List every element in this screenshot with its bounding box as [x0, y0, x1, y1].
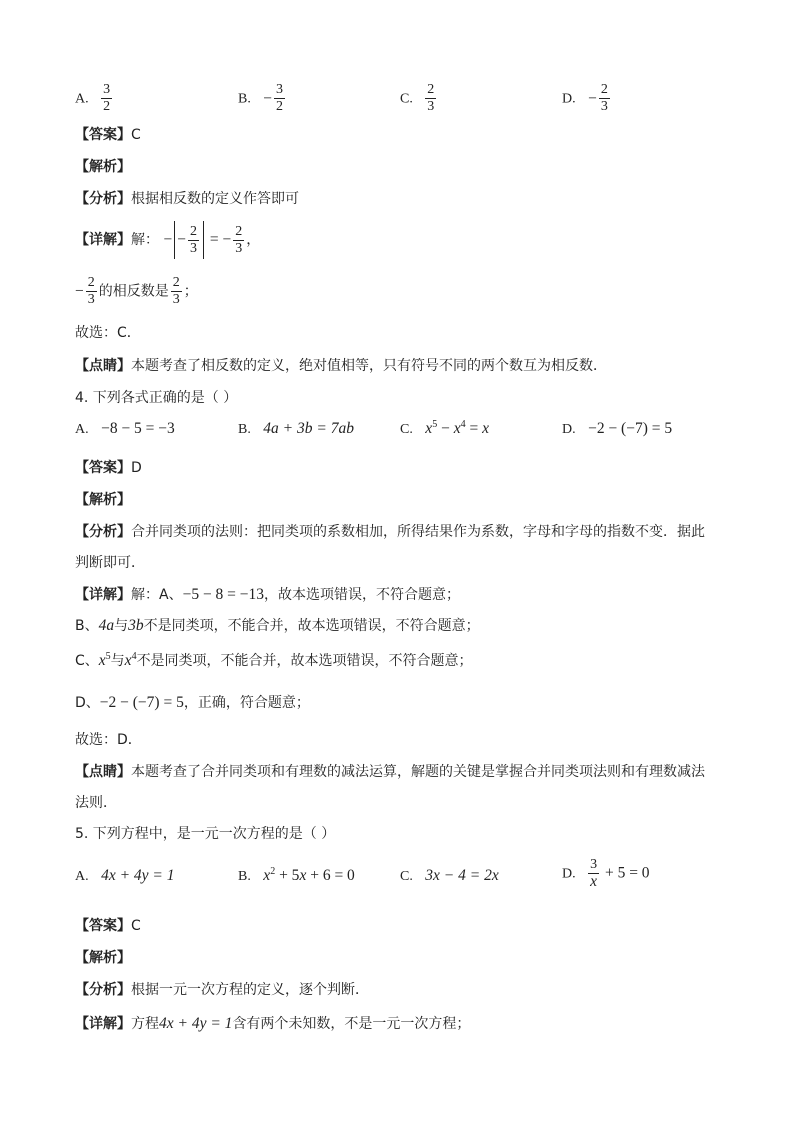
q4-fenxi-line2: 判断即可．	[75, 555, 145, 571]
q3-option-b: B. − $\frac{3}{2}$	[238, 82, 284, 114]
fraction: $\frac{3}{2}$	[103, 82, 111, 114]
q4-option-d: D. −2 − (−7) = 5	[562, 420, 673, 437]
q5-jiexi-heading: 【解析】	[75, 950, 131, 966]
option-letter: D.	[562, 91, 576, 107]
q3-guxuan: 故选：C．	[75, 325, 141, 341]
fraction: $\frac{2}{3}$	[189, 223, 197, 256]
option-letter: B.	[238, 91, 251, 107]
q4-xiangjie-c: C、$x^5$与$x^4$不是同类项，不能合并，故本选项错误，不符合题意；	[75, 651, 473, 669]
q4-xiangjie-a: 【详解】解：A、−5 − 8 = −13，故本选项错误，不符合题意；	[75, 586, 461, 603]
option-letter: C.	[400, 91, 413, 107]
q5-stem: 5. 下列方程中，是一元一次方程的是（ ）	[75, 826, 336, 842]
q5-option-a: A. 4x + 4y = 1	[75, 867, 175, 884]
fraction: $\frac{2}{3}$	[600, 82, 608, 114]
q5-option-b: B. $x^2 + 5x + 6 = 0$	[238, 866, 355, 884]
q5-fenxi: 【分析】根据一元一次方程的定义，逐个判断．	[75, 982, 369, 998]
fraction: $\frac{3}{x}$	[590, 857, 598, 890]
q5-option-c: C. 3x − 4 = 2x	[400, 867, 499, 884]
q3-xiangjie-line1: 【详解】解： − − $\frac{2}{3}$ = − $\frac{2}{3}$ ，	[75, 221, 260, 259]
fraction: $\frac{2}{3}$	[87, 275, 95, 307]
fraction: $\frac{2}{3}$	[235, 223, 243, 256]
q3-option-a	[75, 82, 114, 115]
q4-guxuan: 故选：D．	[75, 732, 142, 748]
q3-jiexi-heading: 【解析】	[75, 159, 131, 175]
fraction: $\frac{2}{3}$	[172, 275, 180, 307]
q4-fenxi-line1: 【分析】合并同类项的法则：把同类项的系数相加，所得结果作为系数，字母和字母的指数不变．据此	[75, 524, 705, 540]
q5-option-d: D. $\frac{3}{x}$ + 5 = 0	[562, 857, 650, 890]
q4-answer: 【答案】D	[75, 460, 142, 476]
q3-dianjing: 【点睛】本题考查了相反数的定义，绝对值相等，只有符号不同的两个数互为相反数．	[75, 358, 607, 374]
q5-xiangjie: 【详解】方程4x + 4y = 1含有两个未知数，不是一元一次方程；	[75, 1015, 471, 1032]
q4-jiexi-heading: 【解析】	[75, 492, 131, 508]
q4-xiangjie-d: D、−2 − (−7) = 5，正确，符合题意；	[75, 694, 310, 711]
q4-option-b: B. 4a + 3b = 7ab	[238, 420, 354, 437]
fraction: $\frac{3}{2}$	[276, 82, 284, 114]
q4-xiangjie-b: B、4a与3b不是同类项，不能合并，故本选项错误，不符合题意；	[75, 617, 480, 634]
option-letter: A.	[75, 91, 89, 107]
q3-answer: 【答案】C	[75, 127, 141, 143]
q4-dianjing-line2: 法则．	[75, 795, 117, 811]
q4-dianjing-line1: 【点睛】本题考查了合并同类项和有理数的减法运算，解题的关键是掌握合并同类项法则和有理数减法	[75, 764, 705, 780]
q3-option-c	[400, 82, 438, 115]
abs-bar	[203, 221, 204, 259]
q3-option-d: D. − $\frac{2}{3}$	[562, 82, 608, 114]
q4-stem: 4. 下列各式正确的是（ ）	[75, 390, 238, 406]
fraction: $\frac{2}{3}$	[427, 82, 435, 114]
abs-bar	[174, 221, 175, 259]
q3-xiangjie-line2: − $\frac{2}{3}$ 的相反数是 $\frac{2}{3}$ ；	[75, 275, 198, 307]
q4-option-a: A. −8 − 5 = −3	[75, 420, 175, 437]
q3-fenxi: 【分析】根据相反数的定义作答即可	[75, 191, 299, 207]
q4-option-c: C. $x^5 - x^4 = x$	[400, 419, 489, 437]
q5-answer: 【答案】C	[75, 918, 141, 934]
